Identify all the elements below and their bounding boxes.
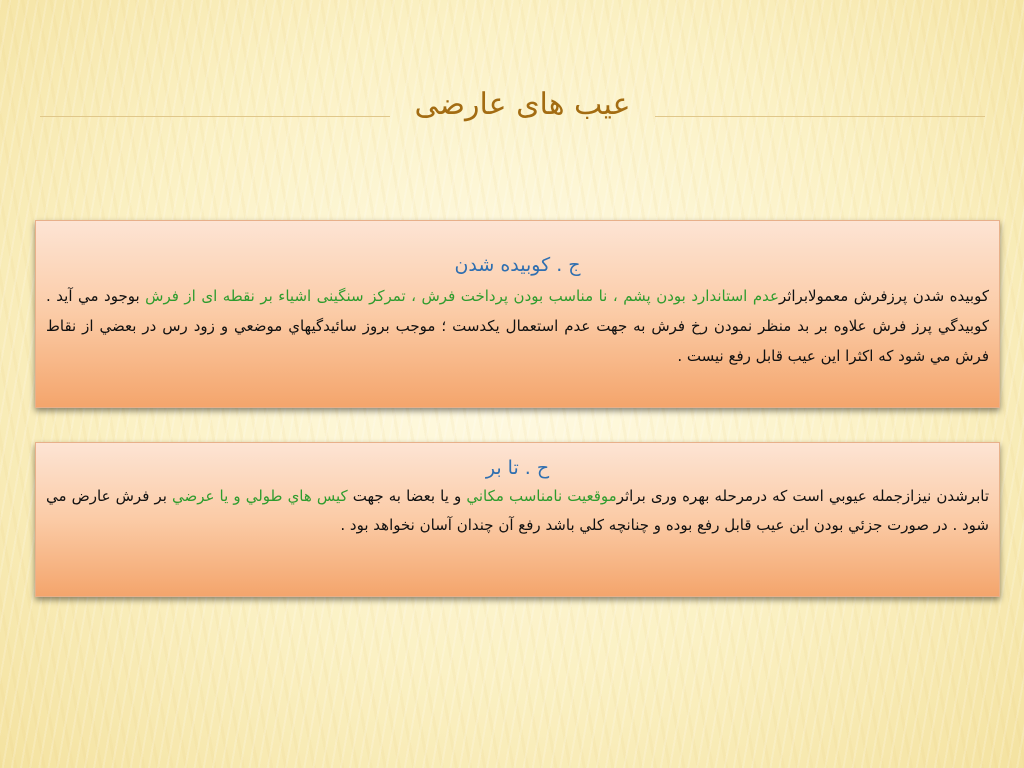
section-card-kobideh (35, 220, 1000, 408)
highlighted-causes: عدم استاندارد بودن پشم ، نا مناسب بودن پرداخت فرش ، تمرکز سنگینی اشیاء بر نقطه ای از فرش (145, 287, 779, 305)
body-text: بر فرش عارض مي شود . در صورت جزئي بودن اين عيب قابل رفع بوده و چنانچه كلي باشد رفع آن چندان آسان نخواهد بود . (46, 487, 989, 534)
slide-title: عیب های عارضی (414, 87, 631, 122)
section-heading-tabar: ح . تا بر (485, 457, 550, 479)
section-body-kobideh (46, 281, 989, 371)
highlighted-cause-kis: كيس هاي طولي و يا عرضي (172, 487, 348, 505)
body-text: بوجود مي آيد . كوبيدگي پرز فرش علاوه بر بد منظر نمودن رخ فرش به جهت عدم استعمال يكدست ؛ موجب بروز سائيدگيهاي موضعي و زود رس در بعضي از نقاط فرش مي شود كه اكثرا اين عيب قابل رفع نيست . (46, 287, 989, 365)
title-rule-right (655, 116, 985, 117)
highlighted-cause-location: موقعيت نامناسب مكاني (466, 487, 617, 505)
section-body-tabar (46, 482, 989, 540)
body-text: تابرشدن نیزازجمله عيوبي است كه درمرحله بهره وری براثر (616, 487, 989, 505)
section-heading-kobideh: ج . کوبیده شدن (454, 254, 581, 276)
title-rule-left (40, 116, 390, 117)
section-card-tabar (35, 442, 1000, 597)
body-text: و يا بعضا به جهت (347, 487, 467, 505)
body-text: کوبیده شدن پرزفرش معمولابراثر (778, 287, 989, 305)
